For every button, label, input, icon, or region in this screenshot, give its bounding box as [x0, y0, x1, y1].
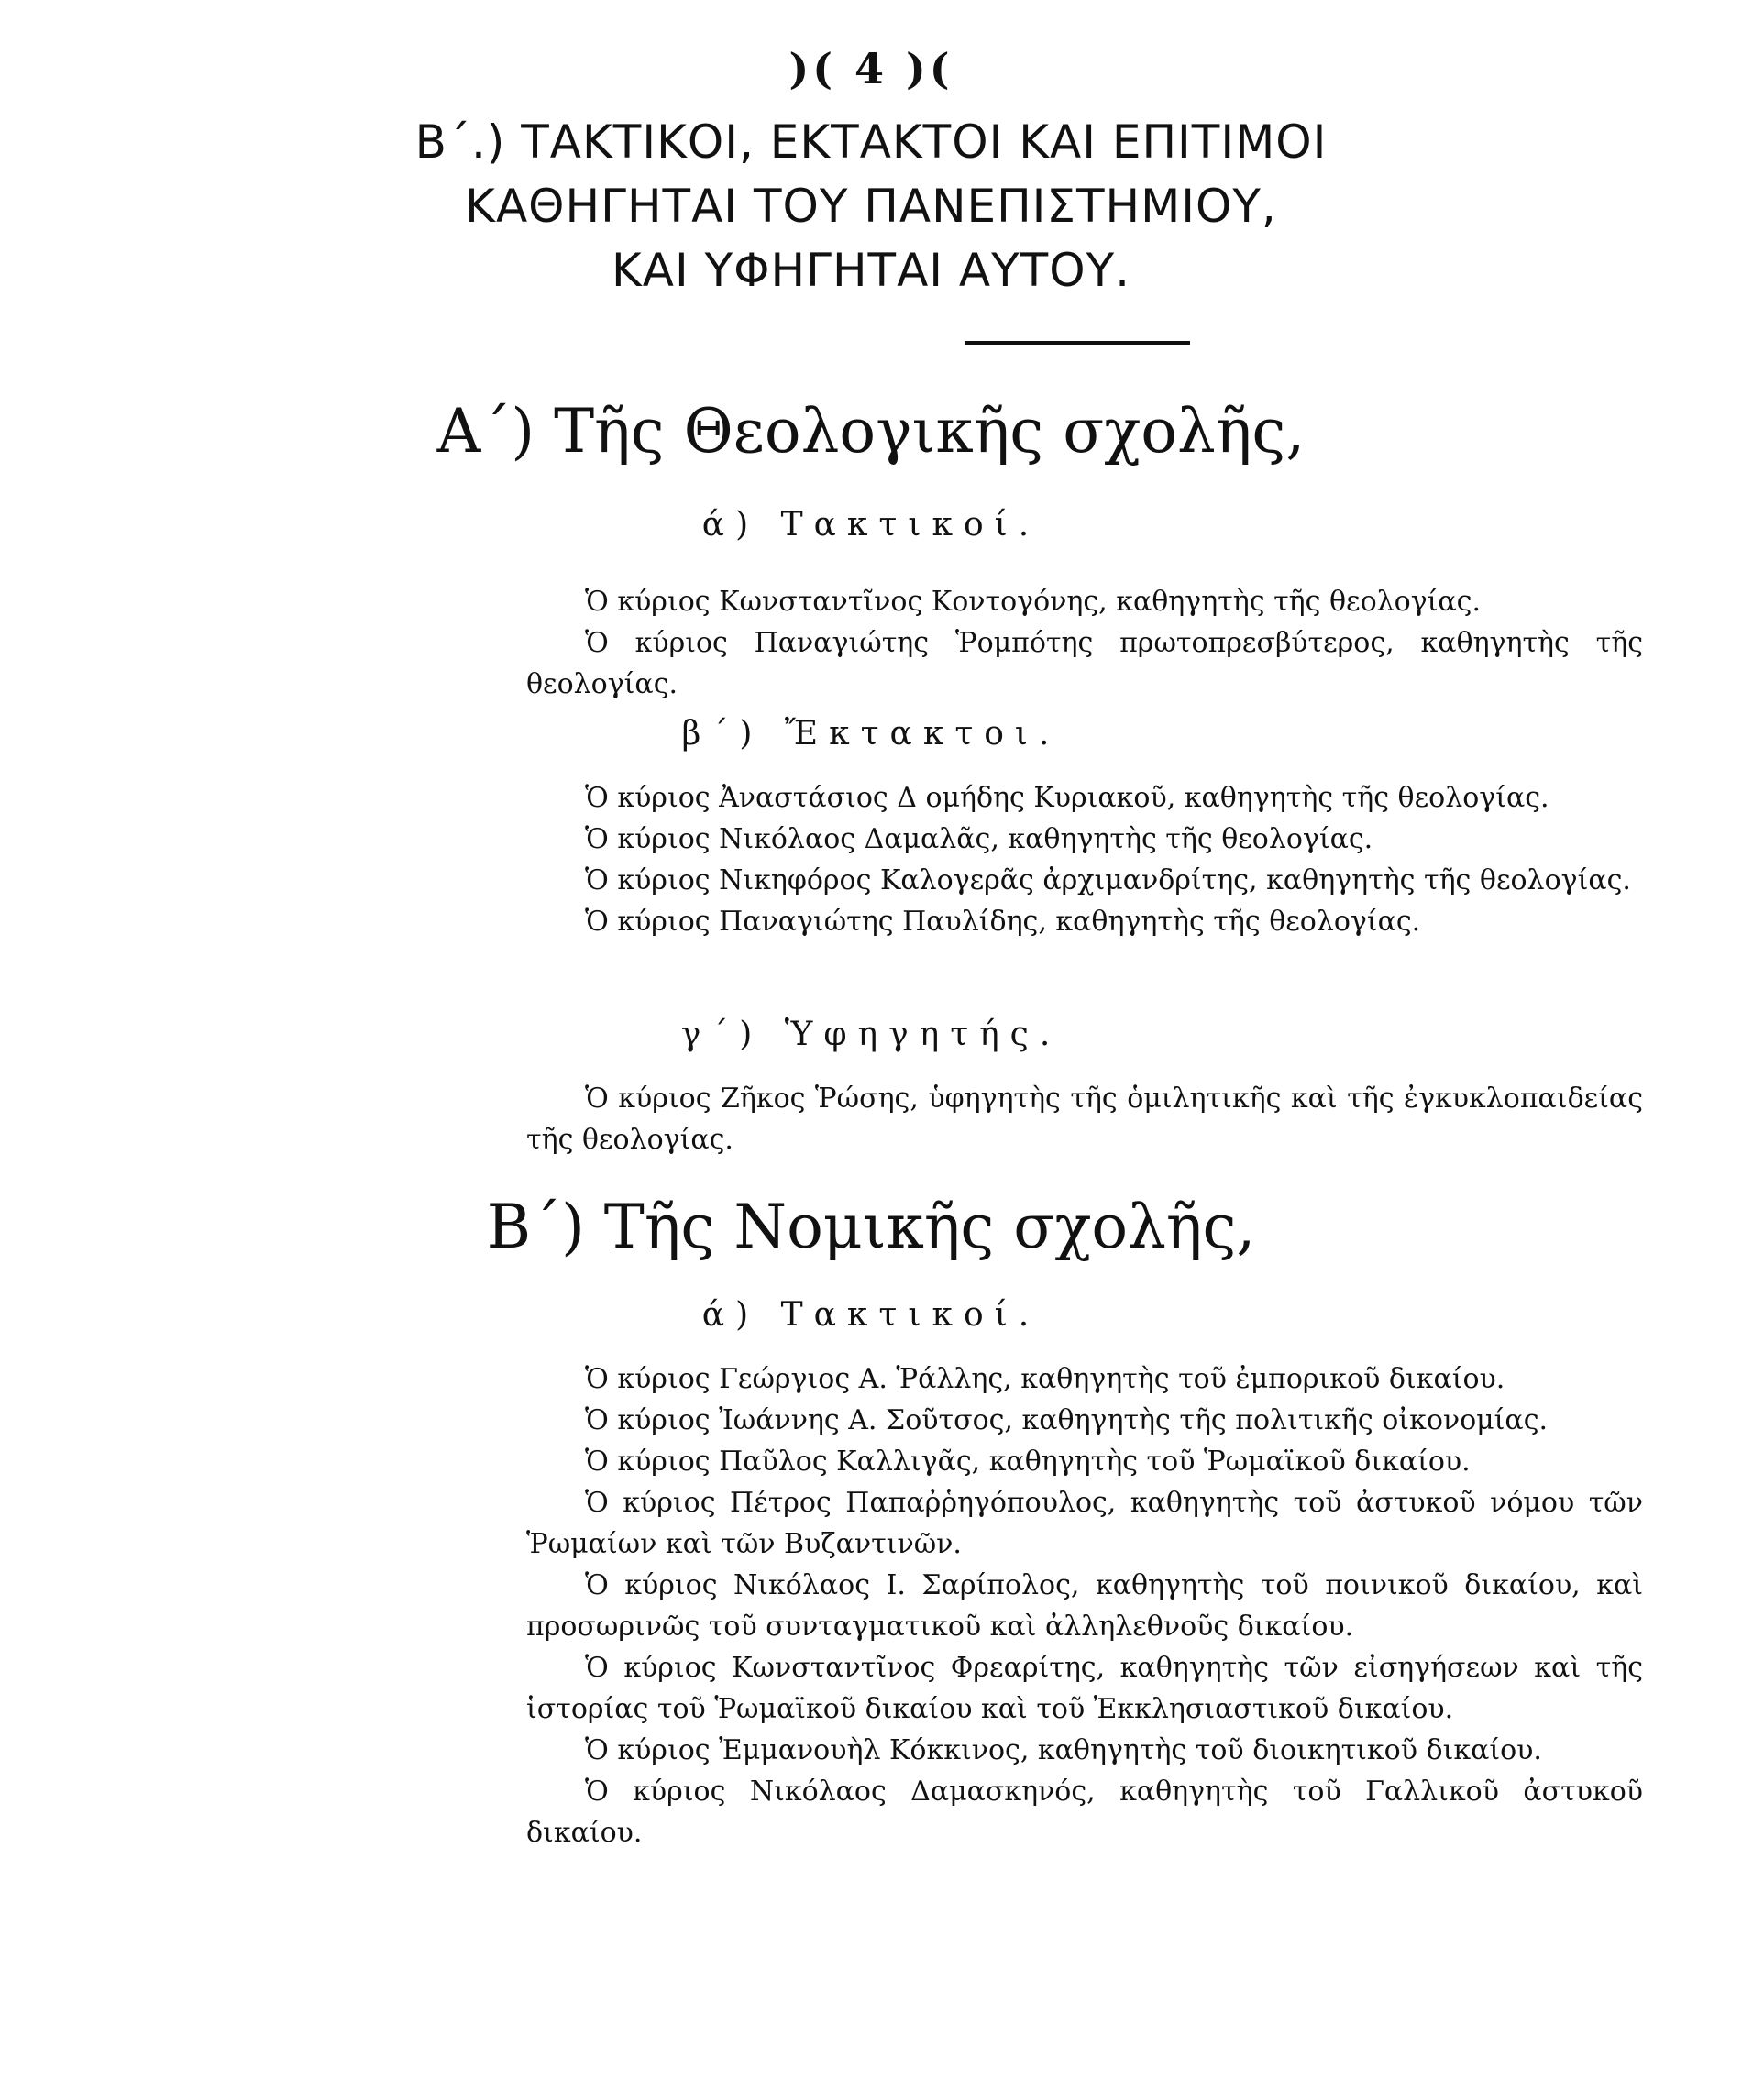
divider-rule	[965, 341, 1190, 345]
faculty-entry: Ὁ κύριος Ἰωάννης Α. Σοῦτσος, καθηγητὴς τῆς πολιτικῆς οἰκονομίας.	[585, 1404, 1549, 1436]
faculty-entry: Ὁ κύριος Ζῆκος Ῥώσης, ὑφηγητὴς τῆς ὁμιλητικῆς καὶ τῆς ἐγκυκλοπαιδείας τῆς θεολογίας.	[526, 1083, 1643, 1156]
faculty-entry: Ὁ κύριος Γεώργιος Α. Ῥάλλης, καθηγητὴς τοῦ ἐμπορικοῦ δικαίου.	[585, 1363, 1505, 1395]
group-heading-regular: ά) Τακτικοί.	[701, 1296, 1041, 1334]
entry-list	[526, 581, 1643, 705]
faculty-entry: Ὁ κύριος Ἐμμανουὴλ Κόκκινος, καθηγητὴς τοῦ διοικητικοῦ δικαίου.	[585, 1734, 1542, 1766]
entry-list	[526, 1078, 1643, 1160]
faculty-entry: Ὁ κύριος Πέτρος Παπαῤῥηγόπουλος, καθηγητὴς τοῦ ἀστυκοῦ νόμου τῶν Ῥωμαίων καὶ τῶν Βυζαντινῶν.	[526, 1487, 1643, 1560]
school-heading-law: Β΄) Τῆς Νομικῆς σχολῆς,	[486, 1192, 1256, 1262]
main-title-line: Β΄.) ΤΑΚΤΙΚΟΙ, ΕΚΤΑΚΤΟΙ ΚΑΙ ΕΠΙΤΙΜΟΙ	[414, 115, 1328, 169]
main-title	[0, 110, 1742, 302]
page-number: )( 4 )(	[788, 44, 954, 93]
faculty-entry: Ὁ κύριος Ἀναστάσιος Δ ομήδης Κυριακοῦ, καθηγητὴς τῆς θεολογίας.	[585, 782, 1549, 814]
entry-list	[526, 777, 1643, 942]
entry-list	[526, 1358, 1643, 1853]
faculty-entry: Ὁ κύριος Κωνσταντῖνος Φρεαρίτης, καθηγητὴς τῶν εἰσηγήσεων καὶ τῆς ἱστορίας τοῦ Ῥωμαϊκοῦ δικαίου καὶ τοῦ Ἐκκλησιαστικοῦ δικαίου.	[526, 1652, 1643, 1725]
main-title-line: ΚΑΘΗΓΗΤΑΙ ΤΟΥ ΠΑΝΕΠΙΣΤΗΜΙΟΥ,	[465, 180, 1277, 233]
faculty-entry: Ὁ κύριος Κωνσταντῖνος Κοντογόνης, καθηγητὴς τῆς θεολογίας.	[585, 586, 1482, 618]
faculty-entry: Ὁ κύριος Παναγιώτης Ῥομπότης πρωτοπρεσβύτερος, καθηγητὴς τῆς θεολογίας.	[526, 627, 1643, 700]
main-title-line: ΚΑΙ ΥΦΗΓΗΤΑΙ ΑΥΤΟΥ.	[611, 244, 1131, 297]
faculty-entry: Ὁ κύριος Παῦλος Καλλιγᾶς, καθηγητὴς τοῦ Ῥωμαϊκοῦ δικαίου.	[585, 1446, 1471, 1478]
faculty-entry: Ὁ κύριος Νικόλαος Δαμασκηνός, καθηγητὴς τοῦ Γαλλικοῦ ἀστυκοῦ δικαίου.	[526, 1776, 1643, 1849]
faculty-entry: Ὁ κύριος Παναγιώτης Παυλίδης, καθηγητὴς τῆς θεολογίας.	[585, 906, 1421, 938]
faculty-entry: Ὁ κύριος Νικόλαος Δαμαλᾶς, καθηγητὴς τῆς θεολογίας.	[585, 823, 1373, 855]
group-heading-extraordinary: β΄) Ἔκτακτοι.	[681, 715, 1061, 753]
faculty-entry: Ὁ κύριος Νικόλαος Ι. Σαρίπολος, καθηγητὴς τοῦ ποινικοῦ δικαίου, καὶ προσωρινῶς τοῦ συνταγματικοῦ καὶ ἀλληλεθνοῦς δικαίου.	[526, 1569, 1643, 1643]
school-heading-theology: Α΄) Τῆς Θεολογικῆς σχολῆς,	[436, 396, 1306, 467]
group-heading-regular: ά) Τακτικοί.	[701, 506, 1041, 544]
group-heading-lecturer: γ΄) Ὑφηγητής.	[680, 1016, 1062, 1053]
faculty-entry: Ὁ κύριος Νικηφόρος Καλογερᾶς ἀρχιμανδρίτης, καθηγητὴς τῆς θεολογίας.	[585, 864, 1631, 896]
